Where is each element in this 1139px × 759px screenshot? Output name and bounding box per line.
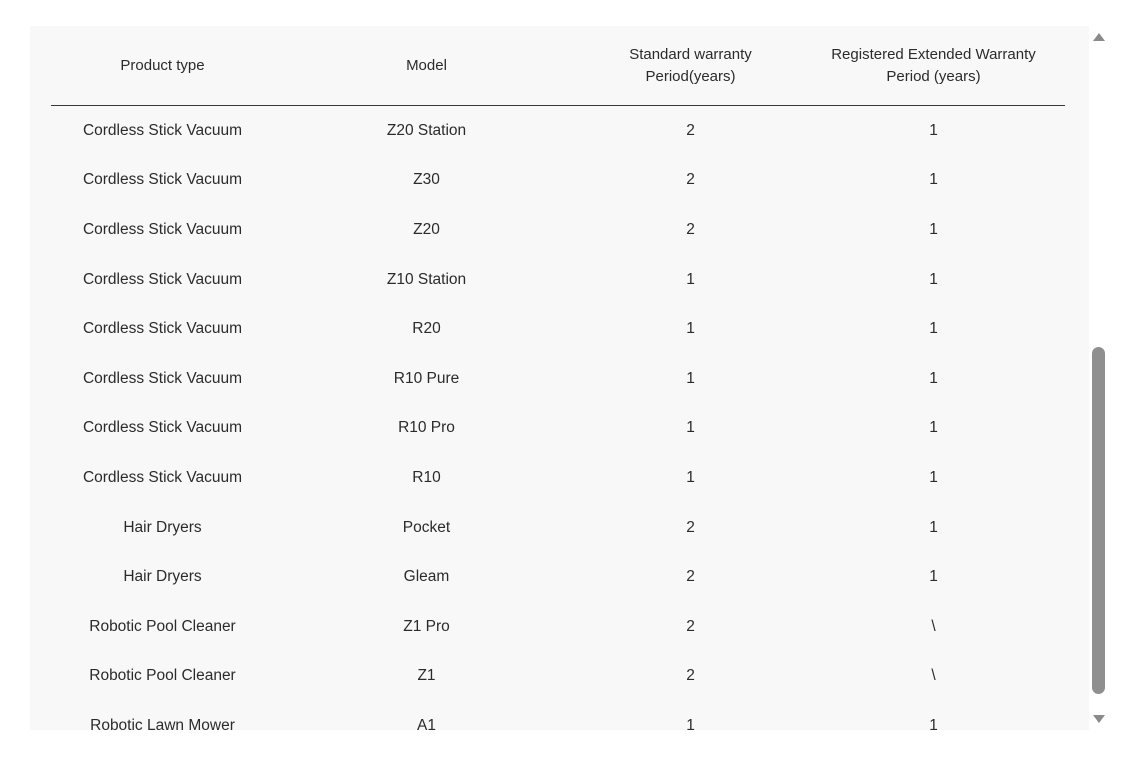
cell-model: Z1 xyxy=(417,667,436,685)
table-row xyxy=(51,205,1065,255)
cell-standard-warranty: 1 xyxy=(686,369,695,387)
cell-extended-warranty: 1 xyxy=(929,419,938,437)
cell-extended-warranty: 1 xyxy=(929,568,938,586)
table-row xyxy=(51,106,1065,156)
cell-extended-warranty: 1 xyxy=(929,171,938,189)
cell-extended-warranty: 1 xyxy=(929,716,938,730)
cell-product-type: Cordless Stick Vacuum xyxy=(82,320,243,338)
header-row xyxy=(51,26,1065,106)
cell-standard-warranty: 2 xyxy=(686,171,695,189)
cell-product-type: Hair Dryers xyxy=(123,518,202,536)
table-row xyxy=(51,701,1065,730)
table-row xyxy=(51,304,1065,354)
cell-standard-warranty: 2 xyxy=(686,220,695,238)
cell-standard-warranty: 2 xyxy=(686,667,695,685)
cell-model: Z30 xyxy=(413,171,440,189)
header-model: Model xyxy=(274,26,579,106)
cell-standard-warranty: 1 xyxy=(686,716,695,730)
scrollbar-thumb[interactable] xyxy=(1092,347,1105,694)
table-row xyxy=(51,602,1065,652)
cell-extended-warranty: 1 xyxy=(929,220,938,238)
cell-extended-warranty: 1 xyxy=(929,320,938,338)
table-body xyxy=(51,106,1065,731)
table-row xyxy=(51,453,1065,503)
cell-model: Pocket xyxy=(402,518,451,536)
cell-product-type: Robotic Pool Cleaner xyxy=(89,667,236,685)
table-row xyxy=(51,156,1065,206)
cell-standard-warranty: 1 xyxy=(686,419,695,437)
cell-extended-warranty: 1 xyxy=(929,121,938,139)
cell-product-type: Cordless Stick Vacuum xyxy=(82,369,243,387)
cell-product-type: Cordless Stick Vacuum xyxy=(82,171,243,189)
header-extended-warranty: Registered Extended Warranty Period (years) xyxy=(802,26,1065,106)
cell-extended-warranty: 1 xyxy=(929,270,938,288)
table-row xyxy=(51,552,1065,602)
table-row xyxy=(51,652,1065,702)
table-row xyxy=(51,354,1065,404)
cell-product-type: Robotic Pool Cleaner xyxy=(89,617,236,635)
header-product-type: Product type xyxy=(51,26,274,106)
table-row xyxy=(51,404,1065,454)
cell-model: R10 Pro xyxy=(398,419,455,437)
cell-extended-warranty: 1 xyxy=(929,369,938,387)
cell-product-type: Cordless Stick Vacuum xyxy=(82,220,243,238)
cell-model: R10 Pure xyxy=(393,369,460,387)
table-row xyxy=(51,255,1065,305)
cell-product-type: Robotic Lawn Mower xyxy=(90,716,235,730)
cell-model: Z20 xyxy=(413,220,440,238)
cell-product-type: Cordless Stick Vacuum xyxy=(82,419,243,437)
cell-product-type: Cordless Stick Vacuum xyxy=(82,468,243,486)
arrow-up-icon[interactable] xyxy=(1093,33,1105,41)
cell-standard-warranty: 1 xyxy=(686,270,695,288)
arrow-down-icon[interactable] xyxy=(1093,715,1105,723)
cell-standard-warranty: 1 xyxy=(686,468,695,486)
cell-extended-warranty: 1 xyxy=(929,468,938,486)
cell-model: R10 xyxy=(412,468,441,486)
cell-model: A1 xyxy=(417,716,436,730)
cell-model: Z20 Station xyxy=(386,121,467,139)
table-row xyxy=(51,503,1065,553)
cell-standard-warranty: 2 xyxy=(686,617,695,635)
cell-standard-warranty: 2 xyxy=(686,518,695,536)
cell-model: Gleam xyxy=(403,568,450,586)
cell-model: Z1 Pro xyxy=(403,617,450,635)
cell-standard-warranty: 2 xyxy=(686,121,695,139)
cell-extended-warranty: \ xyxy=(931,667,936,685)
cell-product-type: Cordless Stick Vacuum xyxy=(82,121,243,139)
vertical-scrollbar[interactable] xyxy=(1089,26,1109,730)
header-standard-warranty: Standard warranty Period(years) xyxy=(579,26,802,106)
cell-product-type: Hair Dryers xyxy=(123,568,202,586)
warranty-table-panel[interactable] xyxy=(30,26,1089,730)
table-header xyxy=(51,26,1065,106)
warranty-table xyxy=(51,26,1065,730)
cell-extended-warranty: \ xyxy=(931,617,936,635)
cell-extended-warranty: 1 xyxy=(929,518,938,536)
cell-model: R20 xyxy=(412,320,441,338)
cell-product-type: Cordless Stick Vacuum xyxy=(82,270,243,288)
cell-standard-warranty: 1 xyxy=(686,320,695,338)
cell-standard-warranty: 2 xyxy=(686,568,695,586)
cell-model: Z10 Station xyxy=(386,270,467,288)
